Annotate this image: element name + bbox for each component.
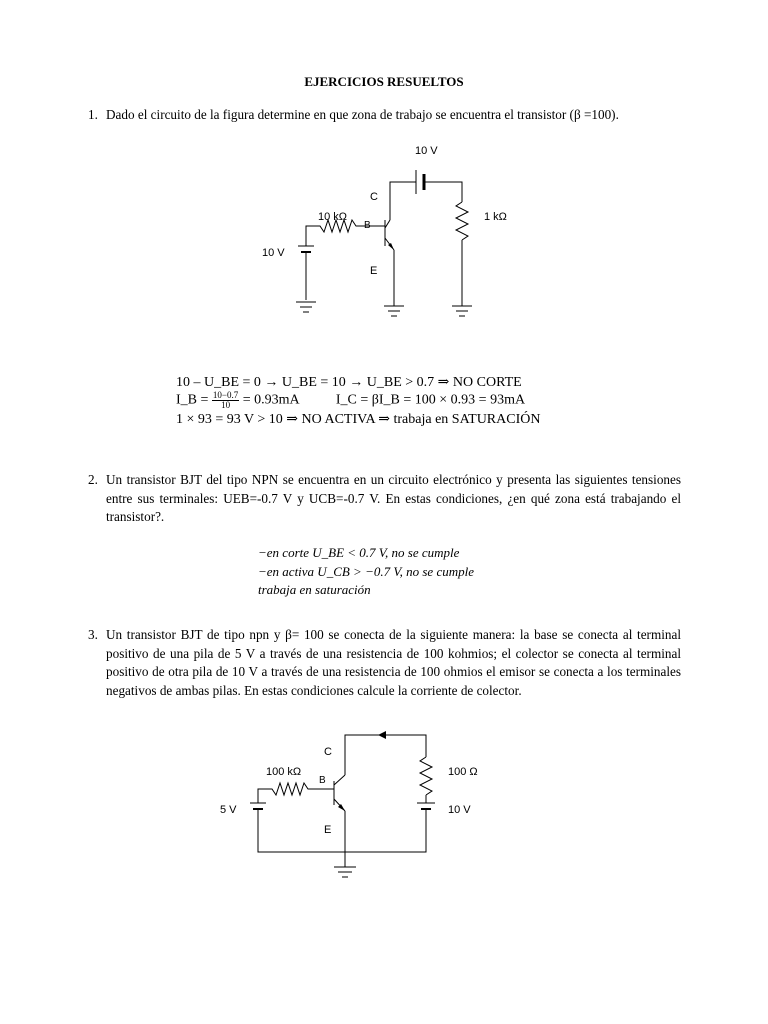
label-base-b: B xyxy=(319,775,326,786)
solution-1-line-2 xyxy=(176,391,540,410)
ib-rhs: = 0.93mA xyxy=(242,392,299,408)
label-collector-c: C xyxy=(370,191,378,203)
label-rc-1k: 1 kΩ xyxy=(484,211,507,223)
label-emitter-e: E xyxy=(370,265,378,277)
label-collector-c: C xyxy=(324,746,332,758)
solution-2-line-1: −en corte U_BE < 0.7 V, no se cumple xyxy=(258,545,460,560)
exercise-2-number: 2. xyxy=(88,472,98,487)
label-vbb-5v: 5 V xyxy=(220,804,237,816)
ib-lhs: I_B = xyxy=(176,392,209,408)
label-vcc-10v: 10 V xyxy=(448,804,471,816)
solution-1 xyxy=(176,375,540,427)
circuit-diagram-1 xyxy=(250,138,510,323)
ic-equation: I_C = βI_B = 100 × 0.93 = 93mA xyxy=(335,392,526,408)
ib-fraction xyxy=(212,391,239,410)
label-supply-10v-top: 10 V xyxy=(415,145,438,157)
solution-1-line-1: 10 – U_BE = 0 → U_BE = 10 → U_BE > 0.7 ⇒ NO CORTE xyxy=(176,375,522,390)
solution-2-line-2: −en activa U_CB > −0.7 V, no se cumple xyxy=(258,563,474,579)
solution-2 xyxy=(258,544,474,600)
exercise-1-number: 1. xyxy=(88,107,98,122)
solution-2-line-3: trabaja en saturación xyxy=(258,582,371,597)
exercise-3-statement xyxy=(88,626,681,700)
ib-numerator: 10−0.7 xyxy=(212,390,239,400)
exercise-3-number: 3. xyxy=(88,627,98,642)
exercise-1-statement xyxy=(88,106,681,125)
label-base-b: B xyxy=(364,220,371,231)
label-vbb-10v: 10 V xyxy=(262,247,285,259)
solution-1-line-3: 1 × 93 = 93 V > 10 ⇒ NO ACTIVA ⇒ trabaja en SATURACIÓN xyxy=(176,412,541,427)
label-emitter-e: E xyxy=(324,824,332,836)
exercise-1-text: Dado el circuito de la figura determine en que zona de trabajo se encuentra el transistor (β =100). xyxy=(106,107,619,122)
label-rb-10k: 10 kΩ xyxy=(318,211,348,223)
exercise-2-statement xyxy=(88,471,681,527)
ib-denominator: 10 xyxy=(221,400,231,410)
exercise-3-text: Un transistor BJT de tipo npn y β= 100 se conecta de la siguiente manera: la base se conecta al terminal positivo de una pila de 5 V a través de una resistencia de 100 kohmios; el colector se conecta al terminal positivo de otra pila de 10 V a través de una resistencia de 100 ohmios el emisor se conecta a los terminales negativos de ambas pilas. En estas condiciones calcule la corriente de colector. xyxy=(106,627,681,698)
exercise-2-text: Un transistor BJT del tipo NPN se encuentra en un circuito electrónico y presenta las siguientes tensiones entre sus terminales: UEB=-0.7 V y UCB=-0.7 V. En estas condiciones, ¿en qué zona está trabajando el transistor?. xyxy=(106,472,681,525)
page-title: EJERCICIOS RESUELTOS xyxy=(304,74,464,89)
label-rc-100-ohm: 100 Ω xyxy=(448,766,478,778)
label-rb-100k: 100 kΩ xyxy=(266,766,302,778)
circuit-diagram-2 xyxy=(210,725,478,895)
